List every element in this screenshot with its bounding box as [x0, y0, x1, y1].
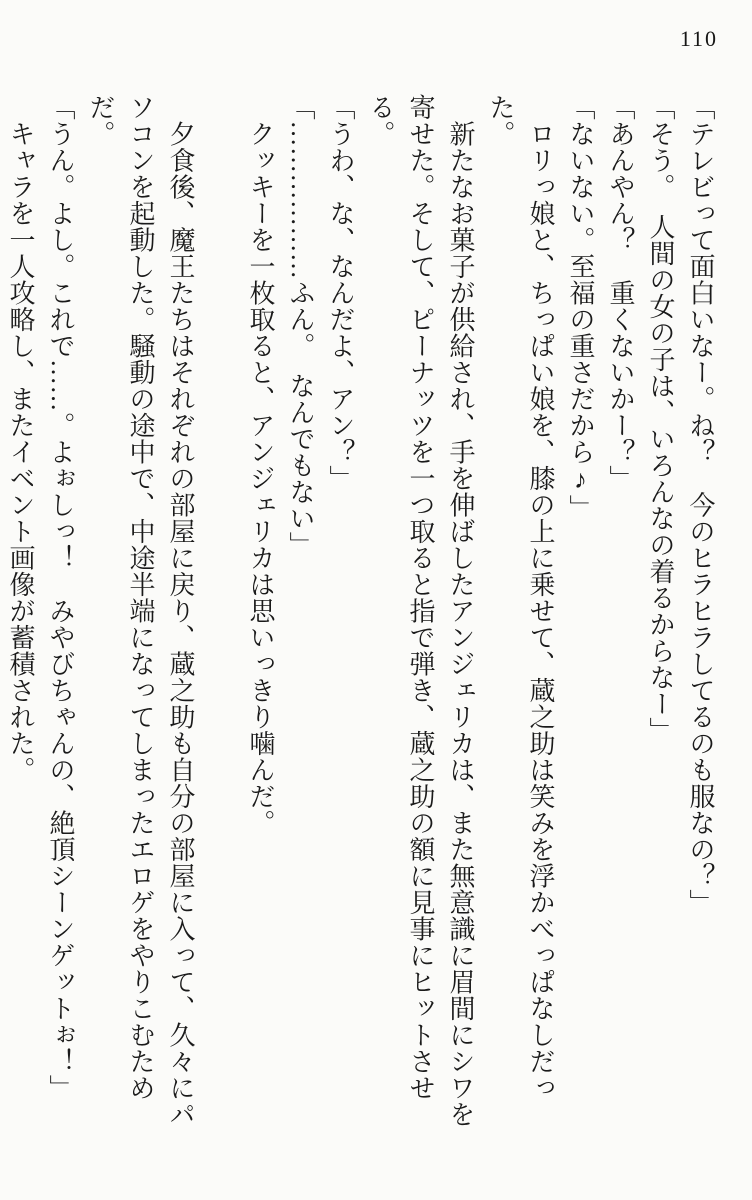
paragraph-line: 「うわ、な、なんだよ、アン？」	[326, 94, 355, 492]
paragraph-line: 「………………ふん。 なんでもない」	[286, 94, 315, 558]
paragraph-line: 新たなお菓子が供給され、手を伸ばしたアンジェリカは、また無意識に眉間にシワを寄せた。そして、ピーナッツを一つ取ると指で弾き、蔵之助の額に見事にヒットさせる。	[366, 94, 475, 1128]
paragraph-line: 「テレビって面白いなー。ね？ 今のヒラヒラしてるのも服なの？」	[686, 94, 715, 916]
paragraph-line: 夕食後、魔王たちはそれぞれの部屋に戻り、蔵之助も自分の部屋に入って、久々にパソコンを起動した。騒動の途中で、中途半端になってしまったエロゲをやりこむためだ。	[86, 94, 195, 1128]
body-text	[6, 94, 720, 1152]
page-number: 110	[679, 26, 718, 51]
paragraph-line: クッキーを一枚取ると、アンジェリカは思いっきり噛んだ。	[246, 94, 275, 836]
paragraph-line: 「うん。よし。これで……。よぉしっ！ みやびちゃんの、絶頂シーンゲットぉ！」	[46, 94, 75, 1101]
paragraph-line: 「そう。 人間の女の子は、いろんなの着るからなー」	[646, 94, 675, 744]
paragraph-line: キャラを一人攻略し、またイベント画像が蓄積された。	[6, 94, 35, 783]
paragraph-line: 「ないない。至福の重さだから♪」	[566, 94, 595, 521]
paragraph-line: 「あんやん？ 重くないかー？」	[606, 94, 635, 492]
paragraph-line: ロリっ娘と、ちっぱい娘を、膝の上に乗せて、蔵之助は笑みを浮かべっぱなしだった。	[486, 94, 555, 1101]
paragraph-break	[200, 94, 240, 1152]
